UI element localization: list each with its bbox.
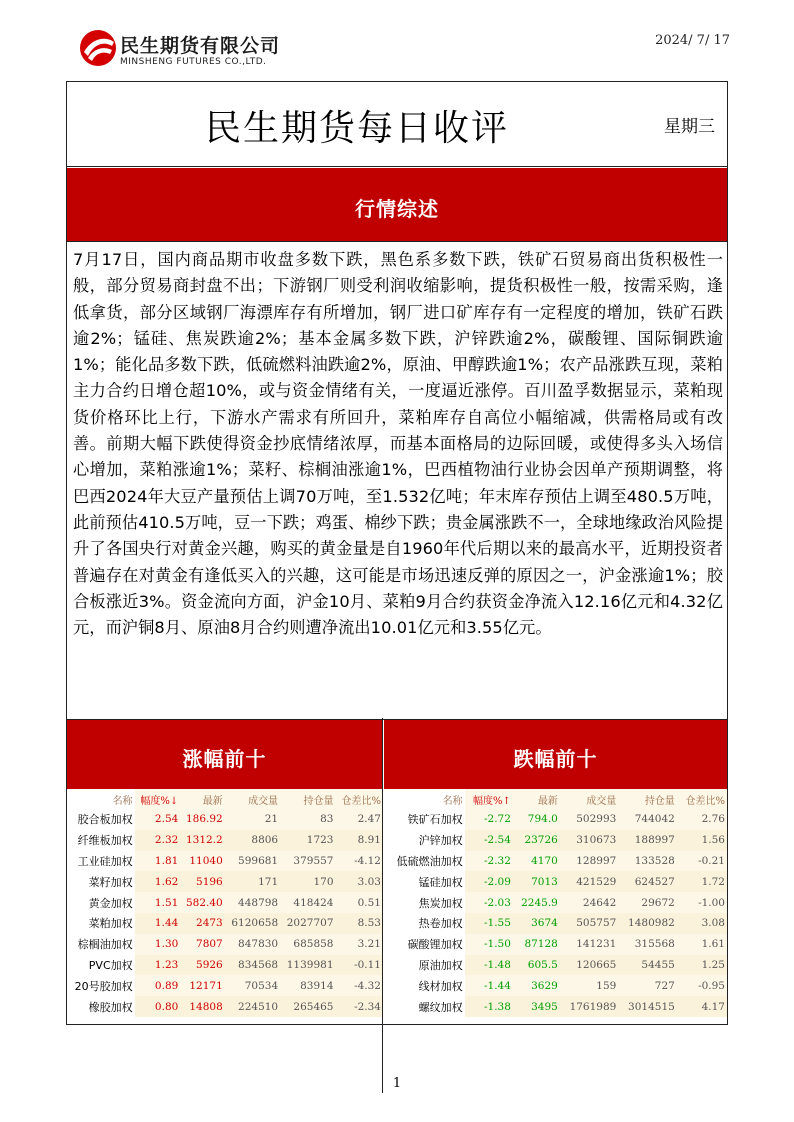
table-row [384,996,727,1017]
report-frame [66,81,728,1025]
volume: 8806 [225,830,280,851]
table-row [67,975,383,996]
contract-name: 锰硅加权 [384,871,465,892]
column-header: 持仓量 [303,795,334,807]
latest-price: 3629 [531,979,558,992]
change-pct: 1.30 [154,938,179,951]
volume: 421529 [560,871,618,892]
contract-name: 棕榈油加权 [67,934,135,955]
gainers-heading-bar [67,720,383,790]
table-row [67,809,383,830]
open-interest: 2027707 [280,913,335,934]
oi-change-ratio: -1.00 [698,896,725,909]
change-pct: 1.81 [154,854,179,867]
latest-price: 3495 [513,996,560,1017]
latest-price: 11040 [189,854,223,867]
contract-name: 20号胶加权 [67,975,135,996]
open-interest: 3014515 [618,996,676,1017]
table-row [67,934,383,955]
latest-price: 794.0 [527,813,558,826]
open-interest: 1723 [280,830,335,851]
column-header: 最新 [202,795,223,807]
volume: 847830 [238,938,279,951]
column-header: 名称 [384,789,465,809]
open-interest: 83914 [300,979,334,992]
contract-name: 线材加权 [384,975,465,996]
table-row [67,871,383,892]
table-row [384,975,727,996]
volume: 120665 [560,955,618,976]
oi-change-ratio: 2.47 [357,813,381,826]
oi-change-ratio: -0.11 [336,955,384,976]
latest-price: 12171 [189,979,223,992]
change-pct: -1.48 [465,955,513,976]
contract-name: 沪锌加权 [384,830,465,851]
contract-name: 螺纹加权 [384,996,465,1017]
change-pct: 1.51 [154,896,179,909]
contract-name: 菜粕加权 [67,913,135,934]
oi-change-ratio: 1.72 [677,871,727,892]
oi-change-ratio: 4.17 [677,996,727,1017]
volume: 6120658 [225,913,280,934]
open-interest: 133528 [634,854,675,867]
change-pct: 2.54 [154,813,179,826]
logo-english-name: MINSHENG FUTURES CO.,LTD. [120,57,267,67]
open-interest: 744042 [634,813,675,826]
volume: 70534 [244,979,279,992]
open-interest: 685858 [293,938,334,951]
column-header: 成交量 [248,795,279,807]
latest-price: 5926 [180,955,224,976]
table-row [384,851,727,872]
open-interest: 265465 [280,996,335,1017]
volume: 159 [596,979,617,992]
open-interest: 83 [320,813,334,826]
table-row [67,830,383,851]
change-pct: -2.03 [483,896,511,909]
table-row [67,851,383,872]
latest-price: 2245.9 [521,896,558,909]
contract-name: 原油加权 [384,955,465,976]
column-header: 幅度%↑ [473,795,511,807]
open-interest: 29672 [641,896,675,909]
contract-name: 菜籽加权 [67,871,135,892]
page-number: 1 [392,1076,402,1091]
volume: 505757 [560,913,618,934]
open-interest: 170 [280,871,335,892]
overview-heading: 行情综述 [355,197,439,221]
latest-price: 23726 [513,830,560,851]
contract-name: 热卷加权 [384,913,465,934]
table-row [384,830,727,851]
change-pct: -1.50 [483,938,511,951]
title-row [67,82,727,167]
change-pct: 0.80 [135,996,181,1017]
change-pct: -1.55 [465,913,513,934]
oi-change-ratio: 8.91 [336,830,384,851]
table-header-row [384,789,727,809]
oi-change-ratio: 3.08 [677,913,727,934]
latest-price: 7807 [196,938,223,951]
table-divider [382,718,383,1093]
volume: 834568 [225,955,280,976]
latest-price: 605.5 [513,955,560,976]
oi-change-ratio: -4.32 [354,979,381,992]
change-pct: 0.89 [154,979,179,992]
column-header: 名称 [67,789,135,809]
oi-change-ratio: 8.53 [336,913,384,934]
change-pct: -2.54 [465,830,513,851]
overview-heading-bar [67,168,727,242]
change-pct: 1.23 [135,955,181,976]
column-header: 幅度%↓ [140,795,179,807]
change-pct: -2.09 [465,871,513,892]
contract-name: 橡胶加权 [67,996,135,1017]
open-interest: 727 [654,979,675,992]
volume: 310673 [560,830,618,851]
contract-name: PVC加权 [67,955,135,976]
volume: 24642 [582,896,617,909]
contract-name: 胶合板加权 [67,809,135,830]
change-pct: 1.44 [135,913,181,934]
open-interest: 315568 [634,938,675,951]
change-pct: -1.44 [483,979,511,992]
gainers-table [67,789,383,1017]
oi-change-ratio: -4.12 [354,854,381,867]
change-pct: -2.32 [483,854,511,867]
volume: 21 [264,813,279,826]
oi-change-ratio: -0.95 [698,979,725,992]
tables-heading-row [67,719,727,790]
volume: 599681 [238,854,279,867]
column-header: 仓差比% [341,795,381,807]
contract-name: 焦炭加权 [384,892,465,913]
open-interest: 624527 [618,871,676,892]
volume: 1761989 [560,996,618,1017]
table-row [67,955,383,976]
logo-chinese-name: 民生期货有限公司 [120,35,281,57]
latest-price: 186.92 [186,813,223,826]
latest-price: 14808 [180,996,224,1017]
latest-price: 2473 [180,913,224,934]
table-row [384,871,727,892]
page-title: 民生期货每日收评 [204,108,509,149]
minsheng-logo-icon [78,28,118,68]
latest-price: 582.40 [186,896,223,909]
open-interest: 1480982 [618,913,676,934]
open-interest: 54455 [618,955,676,976]
latest-price: 7013 [513,871,560,892]
contract-name: 黄金加权 [67,892,135,913]
table-row [67,913,383,934]
open-interest: 1139981 [280,955,335,976]
latest-price: 4170 [531,854,558,867]
change-pct: 2.32 [135,830,181,851]
oi-change-ratio: 1.25 [677,955,727,976]
change-pct: 1.62 [135,871,181,892]
oi-change-ratio: -0.21 [698,854,725,867]
losers-heading-bar [384,720,727,790]
table-row [384,809,727,830]
contract-name: 工业硅加权 [67,851,135,872]
open-interest: 379557 [293,854,334,867]
volume: 502993 [576,813,617,826]
volume: 171 [225,871,280,892]
latest-price: 1312.2 [180,830,224,851]
losers-heading: 跌幅前十 [513,747,598,771]
volume: 128997 [576,854,617,867]
company-logo [78,28,318,72]
latest-price: 5196 [180,871,224,892]
market-summary-text: 7月17日，国内商品期市收盘多数下跌，黑色系多数下跌，铁矿石贸易商出货积极性一般，部分贸易商封盘不出；下游钢厂则受利润收缩影响，提货积极性一般，按需采购，逢低拿货，部分区域钢厂海漂库存有所增加，钢厂进口矿库存有一定程度的增加，铁矿石跌逾2%；锰硅、焦炭跌逾2%；基本金属多数下跌，沪锌跌逾2%，碳酸锂、国际铜跌逾1%；能化品多数下跌，低硫燃料油跌逾2%，原油、甲醇跌逾1%；农产品涨跌互现，菜粕主力合约日增仓超10%，或与资金情绪有关，一度逼近涨停。百川盈孚数据显示，菜粕现货价格环比上行，下游水产需求有所回升，菜粕库存自高位小幅缩减，供需格局或有改善。前期大幅下跌使得资金抄底情绪浓厚，而基本面格局的边际回暖，或使得多头入场信心增加，菜粕涨逾1%；菜籽、棕榈油涨逾1%，巴西植物油行业协会因单产预期调整，将巴西2024年大豆产量预估上调70万吨，至1.532亿吨；年末库存预估上调至480.5万吨，此前预估410.5万吨，豆一下跌；鸡蛋、棉纱下跌；贵金属涨跌不一，全球地缘政治风险提升了各国央行对黄金兴趣，购买的黄金量是自1960年代后期以来的最高水平，近期投资者普遍存在对黄金有逢低买入的兴趣，这可能是市场迅速反弹的原因之一，沪金涨逾1%；胶合板涨近3%。资金流向方面，沪金10月、菜粕9月合约获资金净流入12.16亿元和4.32亿元，而沪铜8月、原油8月合约则遭净流出10.01亿元和3.55亿元。 [73,250,723,638]
oi-change-ratio: 2.76 [701,813,725,826]
table-row [384,955,727,976]
table-header-row [67,789,383,809]
oi-change-ratio: 1.56 [677,830,727,851]
table-row [384,892,727,913]
contract-name: 碳酸锂加权 [384,934,465,955]
oi-change-ratio: 3.03 [336,871,384,892]
change-pct: -2.72 [483,813,511,826]
contract-name: 铁矿石加权 [384,809,465,830]
report-date: 2024/ 7/ 17 [655,33,730,48]
volume: 448798 [238,896,279,909]
oi-change-ratio: 3.21 [357,938,381,951]
contract-name: 低硫燃油加权 [384,851,465,872]
column-header: 最新 [537,795,558,807]
open-interest: 188997 [618,830,676,851]
weekday-label: 星期三 [664,117,715,137]
table-row [384,913,727,934]
volume: 141231 [576,938,617,951]
table-row [384,934,727,955]
column-header: 成交量 [586,795,617,807]
oi-change-ratio: 0.51 [357,896,381,909]
column-header: 持仓量 [644,795,675,807]
oi-change-ratio: 1.61 [701,938,725,951]
losers-table [384,789,727,1017]
gainers-heading: 涨幅前十 [182,747,267,771]
latest-price: 87128 [524,938,558,951]
change-pct: -1.38 [465,996,513,1017]
column-header: 仓差比% [685,795,725,807]
table-row [67,996,383,1017]
volume: 224510 [225,996,280,1017]
table-row [67,892,383,913]
contract-name: 纤维板加权 [67,830,135,851]
oi-change-ratio: -2.34 [336,996,384,1017]
open-interest: 418424 [293,896,334,909]
latest-price: 3674 [513,913,560,934]
